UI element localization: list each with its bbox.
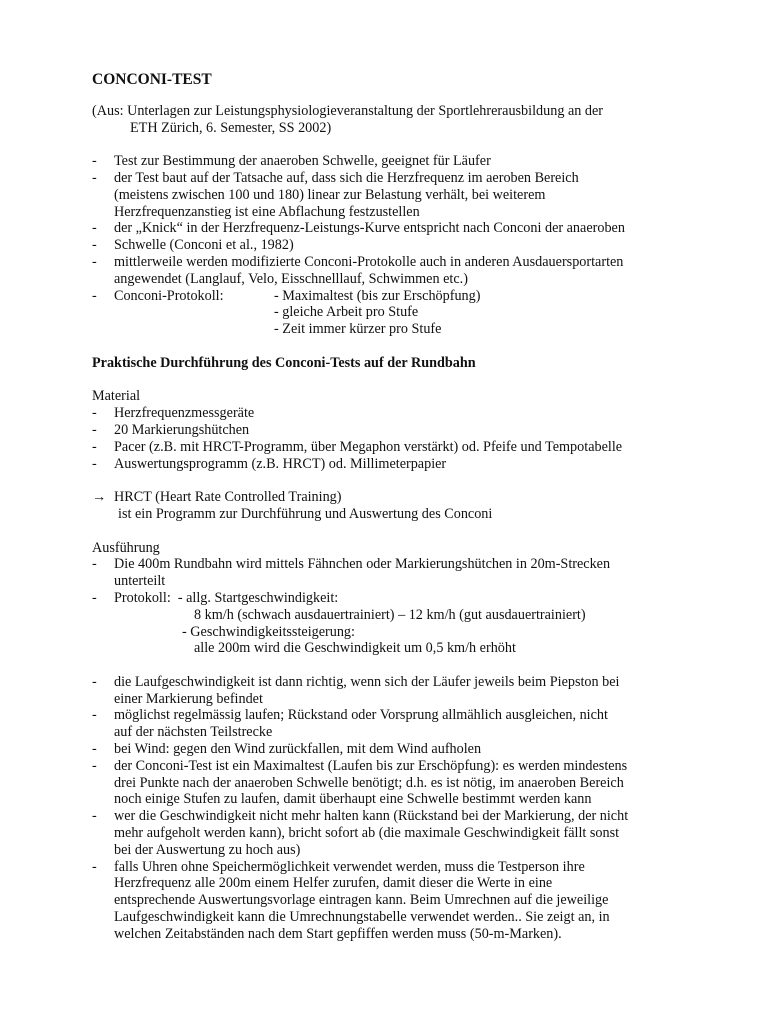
list-item [92,220,692,237]
list-item [92,707,692,741]
list-item-line: Die 400m Rundbahn wird mittels Fähnchen oder Markierungshütchen in 20m-Strecken [114,556,611,573]
list-item-line: drei Punkte nach der anaeroben Schwelle benötigt; d.h. es ist nötig, im anaeroben Bereich [114,774,624,791]
dash-marker: - [92,438,97,455]
spacer [92,472,692,489]
dash-marker: - [92,589,97,606]
list-item [92,674,692,708]
protocol-item [92,288,692,338]
list-item-line: entsprechende Auswertungsvorlage eintragen kann. Beim Umrechnen auf die jeweilige [114,892,609,909]
protocol-row [114,288,692,338]
execution-list [92,556,692,657]
list-item-line: (meistens zwischen 100 und 180) linear zur Belastung verhält, bei weiterem [114,186,546,203]
notes-list [92,674,692,943]
execution-protocol-line: - allg. Startgeschwindigkeit: [177,589,339,606]
source-line-1: (Aus: Unterlagen zur Leistungsphysiologieveranstaltung der Sportlehrerausbildung an der [92,102,604,119]
list-item-line: die Laufgeschwindigkeit ist dann richtig, wenn sich der Läufer jeweils beim Piepston bei [114,673,620,690]
list-item [92,808,692,858]
dash-marker: - [92,287,97,304]
list-item-line: Pacer (z.B. mit HRCT-Programm, über Megaphon verstärkt) od. Pfeife und Tempotabelle [114,438,623,455]
list-item [92,422,692,439]
list-item-line: bei der Auswertung zu hoch aus) [114,841,301,858]
hrct-description: ist ein Programm zur Durchführung und Auswertung des Conconi [118,505,493,522]
dash-marker: - [92,220,97,237]
section-heading: Praktische Durchführung des Conconi-Tests auf der Rundbahn [92,354,476,371]
execution-protocol-line: alle 200m wird die Geschwindigkeit um 0,5 km/h erhöht [194,640,516,657]
list-item-line: welchen Zeitabständen nach dem Start gepfiffen werden muss (50-m-Marken). [114,925,562,942]
list-item [92,556,692,590]
material-list [92,405,692,472]
list-item-line: angewendet (Langlauf, Velo, Eisschnelllauf, Schwimmen etc.) [114,270,468,287]
list-item-line: mittlerweile werden modifizierte Conconi-Protokolle auch in anderen Ausdauersportarten [114,253,624,270]
hrct-note [92,489,692,523]
list-item-line: 20 Markierungshütchen [114,421,250,438]
dash-marker: - [92,556,97,573]
list-item [92,590,692,657]
list-item [92,254,692,288]
list-item-line: Laufgeschwindigkeit kann die Umrechnungstabelle verwendet werden.. Sie zeigt an, in [114,909,610,926]
spacer [92,136,692,153]
protocol-items [274,288,480,338]
protocol-point: - Zeit immer kürzer pro Stufe [274,321,442,338]
list-item-line: Herzfrequenzanstieg ist eine Abflachung festzustellen [114,203,420,220]
spacer [92,372,692,389]
document-page [92,72,692,943]
dash-marker: - [92,405,97,422]
dash-marker: - [92,169,97,186]
protocol-label: Conconi-Protokoll: [114,287,224,304]
list-item [92,758,692,808]
dash-marker: - [92,808,97,825]
list-item-line: Herzfrequenzmessgeräte [114,405,255,422]
list-item [92,405,692,422]
dash-marker: - [92,153,97,170]
list-item [92,741,692,758]
dash-marker: - [92,741,97,758]
execution-protocol-line: - Geschwindigkeitssteigerung: [182,623,355,640]
spacer [92,657,692,674]
dash-marker: - [92,757,97,774]
dash-marker: - [92,237,97,254]
list-item-line: möglichst regelmässig laufen; Rückstand oder Vorsprung allmählich ausgleichen, nicht [114,707,608,724]
list-item-line: auf der nächsten Teilstrecke [114,724,273,741]
execution-protocol-line: 8 km/h (schwach ausdauertrainiert) – 12 km/h (gut ausdauertrainiert) [194,606,586,623]
list-item-line: Auswertungsprogramm (z.B. HRCT) od. Millimeterpapier [114,455,447,472]
list-item-line: wer die Geschwindigkeit nicht mehr halten kann (Rückstand bei der Markierung, der nicht [114,808,629,825]
dash-marker: - [92,455,97,472]
dash-marker: - [92,673,97,690]
spacer [92,338,692,355]
document-title: CONCONI-TEST [92,71,212,88]
dash-marker: - [92,253,97,270]
protocol-point: - gleiche Arbeit pro Stufe [274,304,419,321]
list-item-line: Schwelle (Conconi et al., 1982) [114,237,294,254]
list-item-line: mehr aufgeholt werden kann), bricht sofort ab (die maximale Geschwindigkeit fällt sonst [114,825,620,842]
source-line-2: ETH Zürich, 6. Semester, SS 2002) [130,119,332,136]
list-item [92,439,692,456]
list-item-line: unterteilt [114,573,166,590]
protocol-point: - Maximaltest (bis zur Erschöpfung) [274,287,481,304]
list-item [92,170,692,220]
list-item [92,456,692,473]
list-item-line: der Test baut auf der Tatsache auf, dass sich die Herzfrequenz im aeroben Bereich [114,169,579,186]
execution-protocol-row [114,590,692,607]
list-item-line: falls Uhren ohne Speichermöglichkeit verwendet werden, muss die Testperson ihre [114,858,585,875]
list-item [92,859,692,943]
list-item-line: der „Knick“ in der Herzfrequenz-Leistungs-Kurve entspricht nach Conconi der anaeroben [114,220,625,237]
dash-marker: - [92,421,97,438]
list-item-line: Herzfrequenz alle 200m einem Helfer zurufen, damit dieser die Werte in eine [114,875,553,892]
list-item-line: bei Wind: gegen den Wind zurückfallen, mit dem Wind aufholen [114,741,482,758]
spacer [92,523,692,540]
list-item [92,237,692,254]
list-item-line: noch einige Stufen zu laufen, damit überhaupt eine Schwelle bestimmt werden kann [114,791,592,808]
list-item-line: einer Markierung befindet [114,690,263,707]
execution-label: Ausführung [92,539,160,556]
list-item-line: der Conconi-Test ist ein Maximaltest (Laufen bis zur Erschöpfung): es werden mindestens [114,757,628,774]
source-note [92,103,692,137]
arrow-right-icon: → [92,489,107,506]
execution-protocol-label: Protokoll: [114,589,171,606]
list-item-line: Test zur Bestimmung der anaeroben Schwelle, geeignet für Läufer [114,153,491,170]
intro-bullet-list [92,153,692,338]
dash-marker: - [92,858,97,875]
material-label: Material [92,388,141,405]
dash-marker: - [92,707,97,724]
list-item [92,153,692,170]
hrct-title: HRCT (Heart Rate Controlled Training) [114,489,342,506]
